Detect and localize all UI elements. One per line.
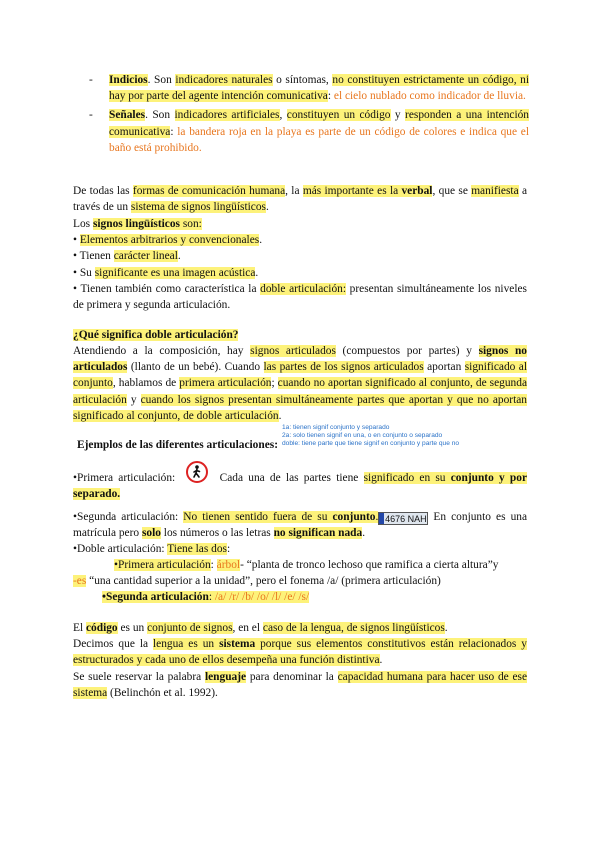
intro-list (89, 72, 529, 156)
sub-primera: •Primera articulación: árbol- “planta de tronco lechoso que ramifica a cierta altura”y (114, 559, 499, 571)
paragraph-doble: Atendiendo a la composición, hay signos articulados (compuestos por partes) y signos no articulados (llanto de un bebé). Cuando las partes de los signos articulados aportan significado al conjunto, hablamos de primera articulación; cuando no aportan significado al conjunto, de segunda articulación y cuando los signos presentan simultáneamente partes que aportan y que no aportan significado al conjunto, de doble articulación. (73, 345, 528, 422)
list-item: • Su significante es una imagen acústica. (73, 266, 259, 279)
ejemplos-heading: Ejemplos de las diferentes articulaciones: (77, 439, 278, 451)
example-text: el cielo nublado como indicador de lluvia. (333, 90, 526, 103)
list-item: • Elementos arbitrarios y convencionales. (73, 234, 263, 247)
signos-intro: Los signos lingüísticos son: (73, 218, 202, 230)
doble-heading: ¿Qué significa doble articulación? (73, 329, 239, 341)
paragraph-formas: De todas las formas de comunicación humana, la más importante es la verbal, que se manifiesta a través de un sistema de signos lingüísticos. (73, 185, 528, 214)
sub-segunda: •Segunda articulación: /a/ /r/ /b/ /o/ /l/ /e/ /s/ (102, 591, 310, 603)
signos-list (73, 216, 527, 313)
list-item-senales: - Señales. Son indicadores artificiales, constituyen un código y responden a una intención comunicativa: la bandera roja en la playa es parte de un código de colores e indica que el baño está prohibido. (89, 109, 530, 154)
doble-articulacion: •Doble articulación: Tiene las dos: (73, 543, 231, 555)
primera-articulacion: •Primera articulación: Cada una de las partes tiene significado en su conjunto y por separado. (73, 472, 527, 501)
margin-notes: 1a: tienen signif conjunto y separado 2a: solo tienen signif en una, o en conjunto o separado doble: tiene parte que tiene signif en conjunto y parte que no (282, 424, 460, 447)
list-item-indicios: - Indicios. Son indicadores naturales o síntomas, no constituyen estrictamente un código, ni hay por parte del agente intención comunicativa: el cielo nublado como indicador de lluvia. (89, 74, 530, 103)
segunda-articulacion: •Segunda articulación: No tienen sentido fuera de su conjunto. 4676 NAH En conjunto es una matrícula pero solo los números o las letras no significan nada. (73, 511, 528, 540)
example-text: la bandera roja en la playa es parte de un código de colores e indica que el baño está prohibido. (109, 125, 529, 154)
sub-primera-cont: -es “una cantidad superior a la unidad”, pero el fonema /a/ (primera articulación) (73, 575, 441, 587)
list-item: • Tienen también como característica la doble articulación: presentan simultáneamente los niveles de primera y segunda articulación. (73, 282, 527, 312)
paragraph-codigo: El código es un conjunto de signos, en el caso de la lengua, de signos lingüísticos. Decimos que la lengua es un sistema porque sus elementos constitutivos están relacionados y estructurados y cada uno de ellos desempeña una función distintiva. Se suele reservar la palabra lenguaje para denominar la capacidad humana para hacer uso de ese sistema (Belinchón et al. 1992). (73, 622, 528, 699)
list-item: • Tienen carácter lineal. (73, 250, 181, 263)
license-plate-image: 4676 NAH (378, 512, 428, 525)
